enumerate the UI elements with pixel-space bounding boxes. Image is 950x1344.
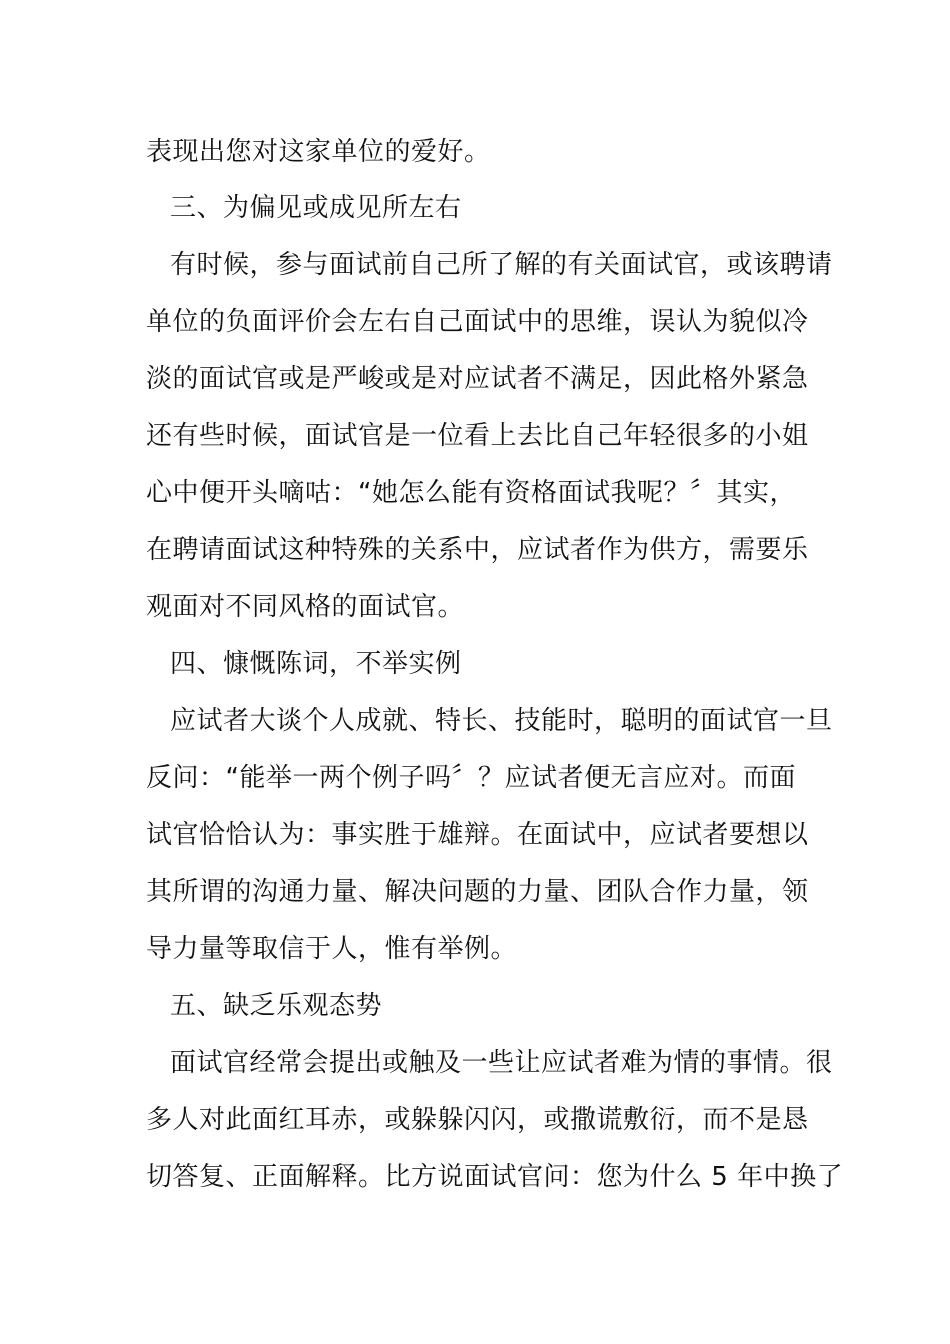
paragraph-first-line: 有时候，参与面试前自己所了解的有关面试官，或该聘请 bbox=[170, 250, 833, 280]
body-text-line: 观面对不同风格的面试官。 bbox=[146, 592, 465, 622]
body-text-line: 其所谓的沟通力量、解决问题的力量、团队合作力量，领 bbox=[146, 877, 809, 907]
body-text-line: 表现出您对这家单位的爱好。 bbox=[146, 137, 491, 167]
section-heading: 三、为偏见或成见所左右 bbox=[170, 193, 462, 223]
body-text-line: 淡的面试官或是严峻或是对应试者不满足，因此格外紧急 bbox=[146, 364, 809, 394]
paragraph-first-line: 面试官经常会提出或触及一些让应试者难为情的事情。很 bbox=[170, 1048, 833, 1078]
body-text-line: 切答复、正面解释。比方说面试官问：您为什么 5 年中换了 bbox=[146, 1162, 844, 1192]
body-text-line: 试官恰恰认为：事实胜于雄辩。在面试中，应试者要想以 bbox=[146, 820, 809, 850]
body-text-line: 在聘请面试这种特殊的关系中，应试者作为供方，需要乐 bbox=[146, 535, 809, 565]
body-text-line: 单位的负面评价会左右自己面试中的思维，误认为貌似冷 bbox=[146, 307, 809, 337]
body-text-line: 心中便开头嘀咕：“她怎么能有资格面试我呢？〞其实， bbox=[146, 478, 796, 508]
body-text-line: 还有些时候，面试官是一位看上去比自己年轻很多的小姐 bbox=[146, 421, 809, 451]
section-heading: 四、慷慨陈词，不举实例 bbox=[170, 649, 462, 679]
body-text-line: 多人对此面红耳赤，或躲躲闪闪，或撒谎敷衍，而不是恳 bbox=[146, 1105, 809, 1135]
section-heading: 五、缺乏乐观态势 bbox=[170, 991, 383, 1021]
body-text-line: 导力量等取信于人，惟有举例。 bbox=[146, 934, 518, 964]
paragraph-first-line: 应试者大谈个人成就、特长、技能时，聪明的面试官一旦 bbox=[170, 706, 833, 736]
body-text-line: 反问：“能举一两个例子吗〞？应试者便无言应对。而面 bbox=[146, 763, 796, 793]
